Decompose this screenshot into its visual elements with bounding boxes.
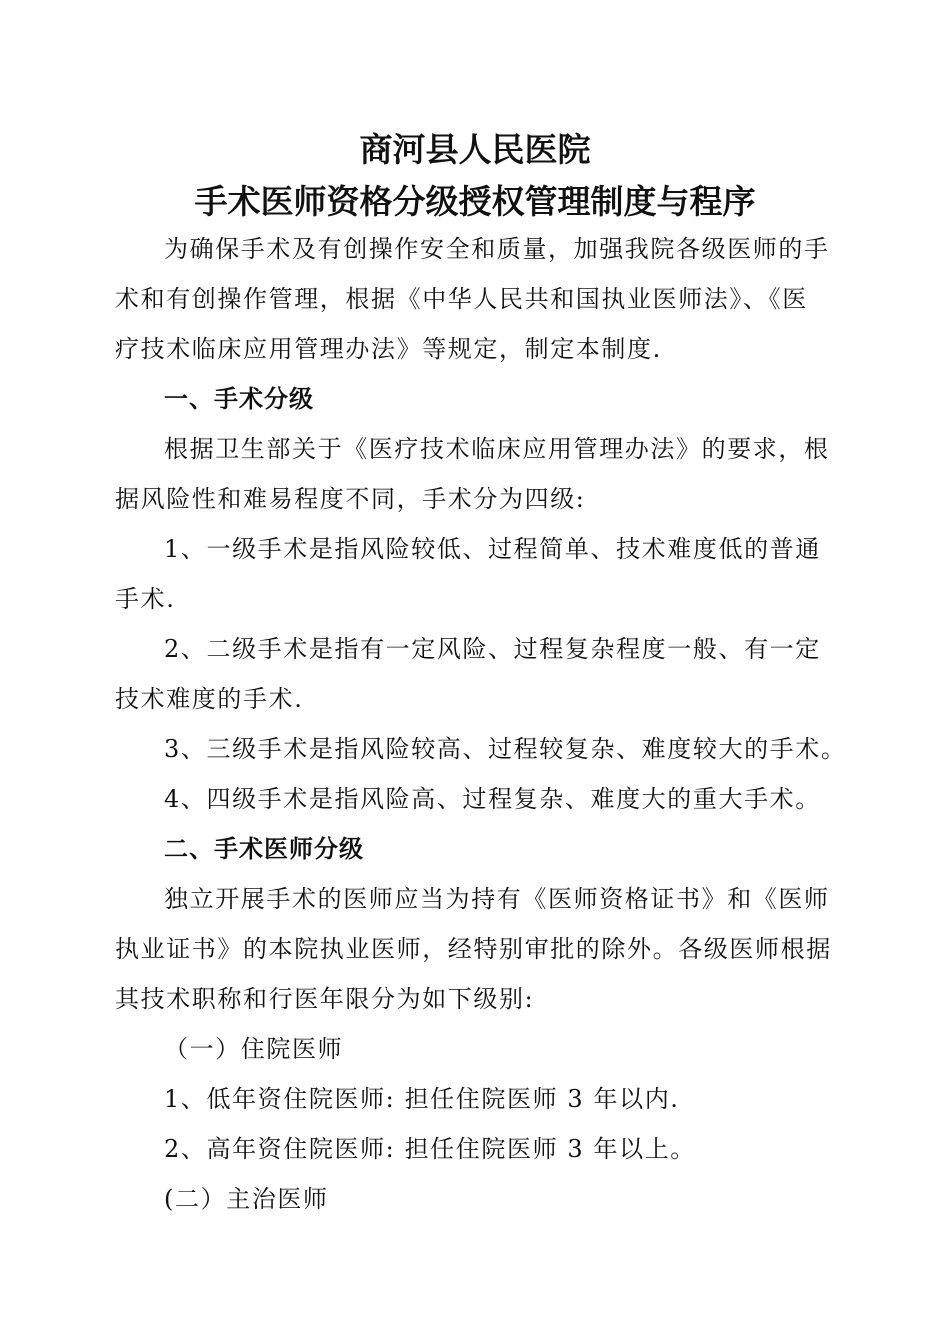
subsection-attending: (二）主治医师 [164, 1185, 329, 1213]
document-title-policy: 手术医师资格分级授权管理制度与程序 [194, 182, 756, 221]
section2-para-line-3: 其技术职称和行医年限分为如下级别: [115, 985, 535, 1013]
section2-para-line-2: 执业证书》的本院执业医师，经特别审批的除外。各级医师根据 [115, 935, 832, 963]
section1-para-line-1: 根据卫生部关于《医疗技术临床应用管理办法》的要求，根 [164, 435, 830, 463]
grade2-line-2: 技术难度的手术. [115, 685, 304, 713]
grade2-line-1: 2、二级手术是指有一定风险、过程复杂程度一般、有一定 [164, 635, 821, 663]
grade1-line-1: 1、一级手术是指风险较低、过程简单、技术难度低的普通 [164, 535, 821, 563]
grade3-line: 3、三级手术是指风险较高、过程较复杂、难度较大的手术。 [164, 735, 847, 763]
grade4-line: 4、四级手术是指风险高、过程复杂、难度大的重大手术。 [164, 785, 821, 813]
resident-junior-line: 1、低年资住院医师: 担任住院医师 3 年以内. [164, 1085, 680, 1113]
section-heading-surgeon-grading: 二、手术医师分级 [164, 835, 364, 863]
section1-para-line-2: 据风险性和难易程度不同，手术分为四级: [115, 485, 586, 513]
intro-line-2: 术和有创操作管理，根据《中华人民共和国执业医师法》、《医 [115, 285, 808, 313]
subsection-resident: （一）住院医师 [164, 1035, 344, 1063]
section2-para-line-1: 独立开展手术的医师应当为持有《医师资格证书》和《医师 [164, 885, 830, 913]
grade1-line-2: 手术. [115, 585, 176, 613]
resident-senior-line: 2、高年资住院医师: 担任住院医师 3 年以上。 [164, 1135, 696, 1163]
document-title-hospital: 商河县人民医院 [359, 130, 591, 169]
intro-line-3: 疗技术临床应用管理办法》等规定，制定本制度. [115, 335, 662, 363]
section-heading-surgery-grading: 一、手术分级 [164, 385, 314, 413]
intro-line-1: 为确保手术及有创操作安全和质量，加强我院各级医师的手 [164, 235, 830, 263]
